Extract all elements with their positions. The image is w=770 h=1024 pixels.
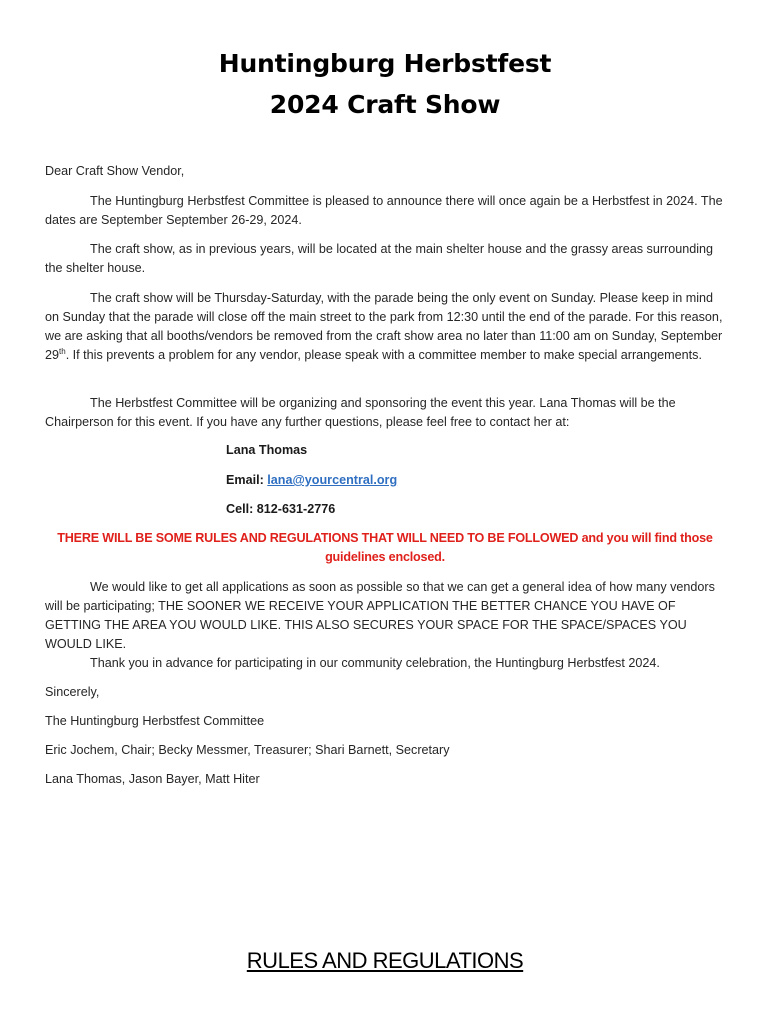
email-label: Email: <box>226 473 264 487</box>
cell-number: 812-631-2776 <box>256 502 336 516</box>
document-subtitle: 2024 Craft Show <box>269 90 501 119</box>
superscript-th: th <box>59 346 66 356</box>
contact-email-line <box>226 471 397 490</box>
paragraph-schedule-text: The craft show will be Thursday-Saturday, with the parade being the only event on Sunday. Please keep in mind on Sunday that the parade will close off the main street to the park from 12:30 until the end of the parade. For this reason, we are asking that all booths/vendors be removed from the craft show area no later than 11:00 am on Sunday, September 29 <box>45 291 723 362</box>
paragraph-dates: The Huntingburg Herbstfest Committee is pleased to announce there will once again be a Herbstfest in 2024. The dates are September September 26-29, 2024. <box>45 194 723 227</box>
email-link[interactable]: lana@yourcentral.org <box>267 473 398 487</box>
signature-members: Lana Thomas, Jason Bayer, Matt Hiter <box>45 772 260 786</box>
paragraph-schedule-text-end: . If this prevents a problem for any vendor, please speak with a committee member to make special arrangements. <box>65 348 702 362</box>
paragraph-schedule <box>45 289 725 365</box>
rules-notice: THERE WILL BE SOME RULES AND REGULATIONS THAT WILL NEED TO BE FOLLOWED and you will find those guidelines enclosed. <box>57 531 713 564</box>
salutation: Dear Craft Show Vendor, <box>45 164 185 178</box>
signature-organization: The Huntingburg Herbstfest Committee <box>45 714 265 728</box>
paragraph-committee: The Herbstfest Committee will be organizing and sponsoring the event this year. Lana Thomas will be the Chairperson for this event. If you have any further questions, please feel free to contact her at: <box>45 396 676 429</box>
paragraph-thanks: Thank you in advance for participating in our community celebration, the Huntingburg Herbstfest 2024. <box>90 656 660 670</box>
signature-officers: Eric Jochem, Chair; Becky Messmer, Treasurer; Shari Barnett, Secretary <box>45 743 450 757</box>
rules-heading: RULES AND REGULATIONS <box>246 948 524 973</box>
contact-name: Lana Thomas <box>226 443 308 457</box>
paragraph-applications: We would like to get all applications as soon as possible so that we can get a general idea of how many vendors will be participating; THE SOONER WE RECEIVE YOUR APPLICATION THE BETTER CHANCE YOU HAVE OF GETTING THE AREA YOU WOULD LIKE. THIS ALSO SECURES YOUR SPACE FOR THE SPACE/SPACES YOU WOULD LIKE. <box>45 580 715 651</box>
document-title: Huntingburg Herbstfest <box>218 49 552 78</box>
paragraph-location: The craft show, as in previous years, will be located at the main shelter house and the grassy areas surrounding the shelter house. <box>45 242 714 275</box>
contact-cell-line <box>226 500 335 519</box>
closing: Sincerely, <box>45 685 100 699</box>
cell-label: Cell: <box>226 502 254 516</box>
